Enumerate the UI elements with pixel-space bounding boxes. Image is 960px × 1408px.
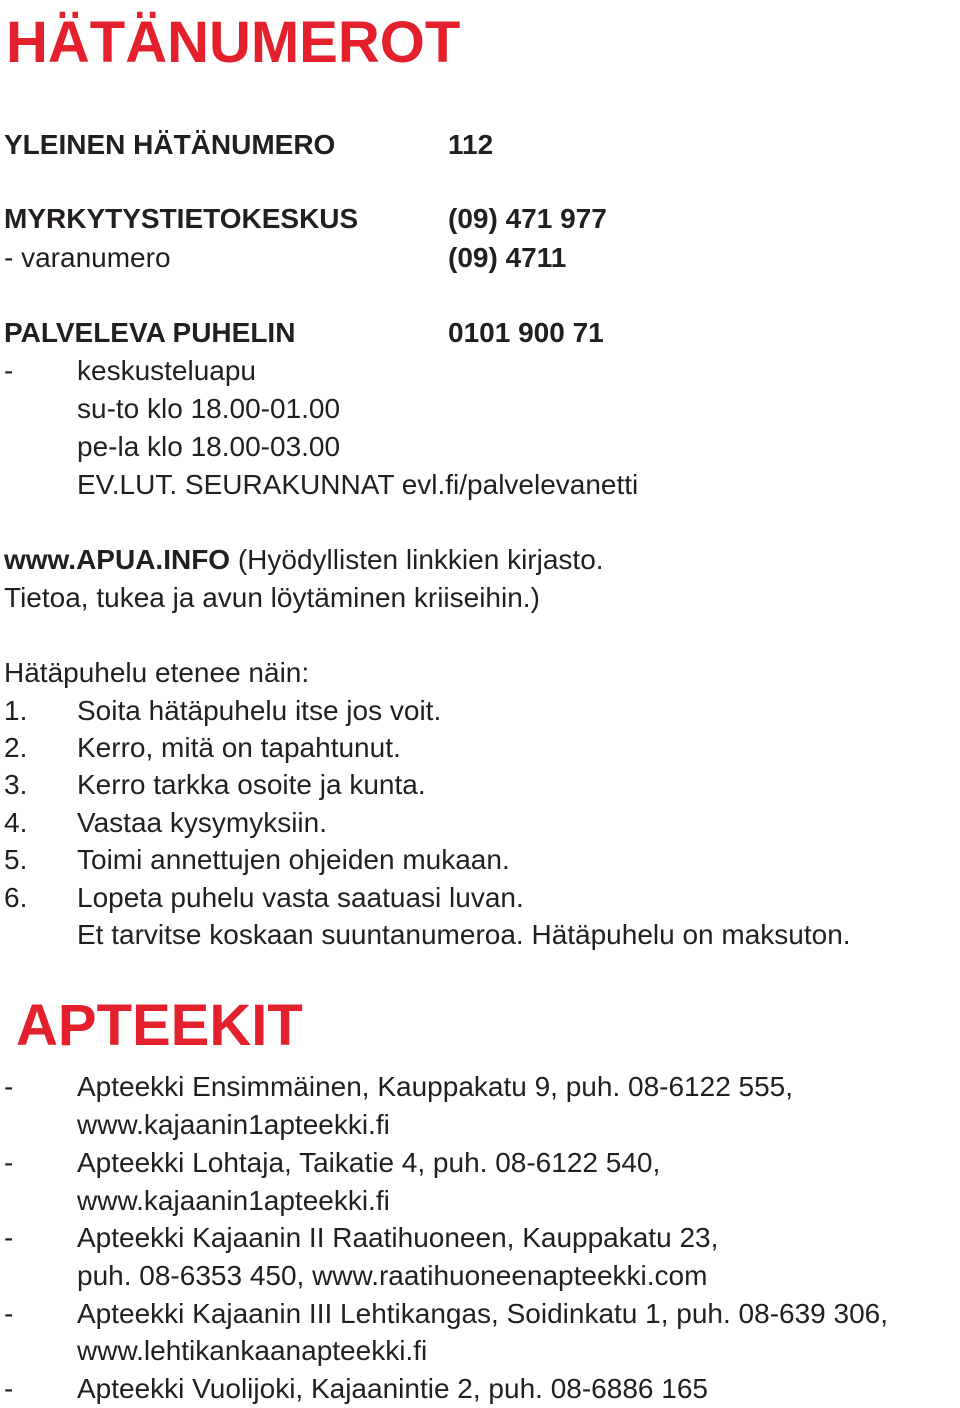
- step-number: 6.: [4, 882, 28, 913]
- general-emergency-label: YLEINEN HÄTÄNUMERO: [4, 129, 336, 160]
- page-title: HÄTÄNUMEROT: [6, 10, 461, 75]
- backup-number: (09) 4711: [448, 242, 567, 273]
- pharmacy-line[interactable]: puh. 08-6353 450, www.raatihuoneenapteekki.com: [77, 1260, 708, 1291]
- pharmacies-title: APTEEKIT: [16, 993, 303, 1058]
- service-phone-label: PALVELEVA PUHELIN: [4, 317, 296, 348]
- poison-center-label: MYRKYTYSTIETOKESKUS: [4, 203, 359, 234]
- step-number: 2.: [4, 732, 28, 763]
- step-text: Lopeta puhelu vasta saatuasi luvan.: [77, 882, 524, 913]
- step-text: Soita hätäpuhelu itse jos voit.: [77, 695, 442, 726]
- step-text: Toimi annettujen ohjeiden mukaan.: [77, 844, 510, 875]
- pharmacy-url[interactable]: www.lehtikankaanapteekki.fi: [77, 1335, 428, 1366]
- apua-description-continued: Tietoa, tukea ja avun löytäminen kriiseihin.): [4, 582, 540, 613]
- pharmacy-line: Apteekki Kajaanin II Raatihuoneen, Kauppakatu 23,: [77, 1222, 719, 1253]
- step-text: Kerro tarkka osoite ja kunta.: [77, 769, 426, 800]
- service-detail: keskusteluapu: [77, 355, 257, 386]
- service-detail: pe-la klo 18.00-03.00: [77, 431, 341, 462]
- list-bullet: -: [4, 1222, 14, 1253]
- poison-center-number: (09) 471 977: [448, 203, 607, 234]
- step-text: Kerro, mitä on tapahtunut.: [77, 732, 401, 763]
- service-detail: su-to klo 18.00-01.00: [77, 393, 341, 424]
- step-number: 4.: [4, 807, 28, 838]
- step-text: Vastaa kysymyksiin.: [77, 807, 327, 838]
- pharmacy-url[interactable]: www.kajaanin1apteekki.fi: [77, 1109, 390, 1140]
- steps-heading: Hätäpuhelu etenee näin:: [4, 657, 310, 688]
- apua-www-prefix: www.: [4, 544, 77, 575]
- step-number: 1.: [4, 695, 28, 726]
- service-dash: -: [4, 355, 14, 386]
- backup-number-label: - varanumero: [4, 242, 171, 273]
- apua-info-line: [4, 543, 604, 577]
- list-bullet: -: [4, 1373, 14, 1404]
- pharmacy-line: Apteekki Vuolijoki, Kajaanintie 2, puh. 08-6886 165: [77, 1373, 708, 1404]
- step-number: 3.: [4, 769, 28, 800]
- step-number: 5.: [4, 844, 28, 875]
- steps-note: Et tarvitse koskaan suuntanumeroa. Hätäpuhelu on maksuton.: [77, 919, 851, 950]
- list-bullet: -: [4, 1071, 14, 1102]
- pharmacy-url[interactable]: www.kajaanin1apteekki.fi: [77, 1185, 390, 1216]
- service-detail: EV.LUT. SEURAKUNNAT evl.fi/palvelevanetti: [77, 469, 639, 500]
- pharmacy-line: Apteekki Lohtaja, Taikatie 4, puh. 08-6122 540,: [77, 1147, 661, 1178]
- list-bullet: -: [4, 1147, 14, 1178]
- apua-site-link[interactable]: APUA.INFO: [76, 544, 231, 575]
- service-phone-number: 0101 900 71: [448, 317, 604, 348]
- list-bullet: -: [4, 1298, 14, 1329]
- pharmacy-line: Apteekki Kajaanin III Lehtikangas, Soidinkatu 1, puh. 08-639 306,: [77, 1298, 889, 1329]
- apua-description: (Hyödyllisten linkkien kirjasto.: [230, 544, 604, 575]
- general-emergency-number: 112: [448, 129, 494, 160]
- pharmacy-line: Apteekki Ensimmäinen, Kauppakatu 9, puh. 08-6122 555,: [77, 1071, 794, 1102]
